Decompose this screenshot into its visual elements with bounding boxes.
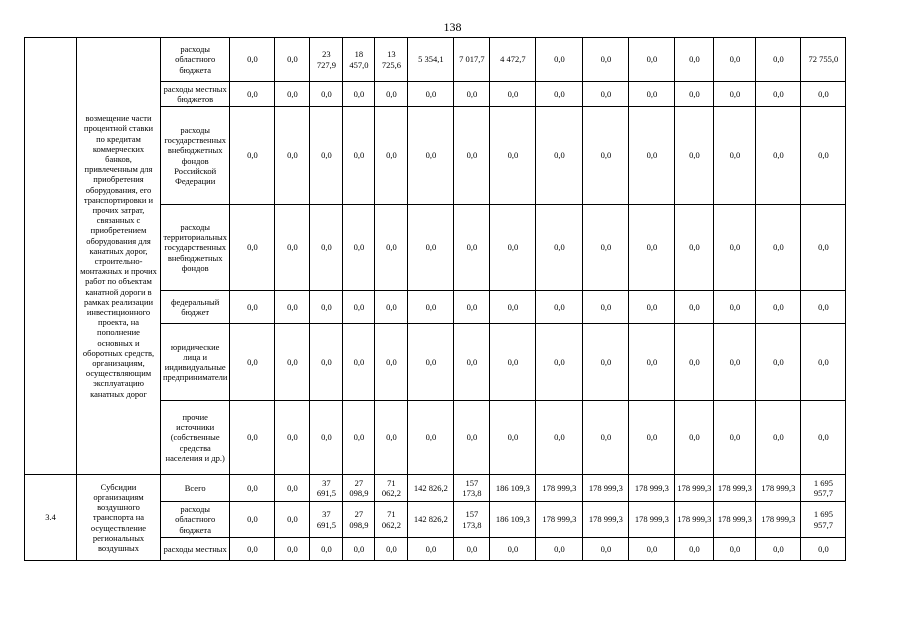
value-cell: 37 691,5 bbox=[310, 475, 343, 502]
funding-source: расходы местных бюджетов bbox=[161, 82, 230, 107]
value-cell: 1 695 957,7 bbox=[801, 475, 846, 502]
value-cell: 0,0 bbox=[275, 475, 310, 502]
value-cell: 0,0 bbox=[343, 401, 375, 475]
value-cell: 23 727,9 bbox=[310, 38, 343, 82]
value-cell: 0,0 bbox=[583, 324, 629, 401]
value-cell: 0,0 bbox=[408, 538, 454, 561]
value-cell: 0,0 bbox=[454, 107, 490, 205]
value-cell: 0,0 bbox=[629, 324, 675, 401]
value-cell: 0,0 bbox=[310, 538, 343, 561]
value-cell: 0,0 bbox=[408, 401, 454, 475]
value-cell: 0,0 bbox=[536, 82, 583, 107]
value-cell: 0,0 bbox=[801, 538, 846, 561]
value-cell: 1 695 957,7 bbox=[801, 502, 846, 538]
value-cell: 0,0 bbox=[756, 401, 801, 475]
table-body bbox=[25, 38, 846, 561]
value-cell: 0,0 bbox=[230, 107, 275, 205]
value-cell: 0,0 bbox=[230, 38, 275, 82]
value-cell: 0,0 bbox=[310, 107, 343, 205]
value-cell: 0,0 bbox=[310, 205, 343, 291]
value-cell: 0,0 bbox=[675, 291, 714, 324]
value-cell: 0,0 bbox=[714, 82, 756, 107]
value-cell: 0,0 bbox=[714, 205, 756, 291]
value-cell: 0,0 bbox=[756, 38, 801, 82]
value-cell: 0,0 bbox=[490, 538, 536, 561]
value-cell: 0,0 bbox=[275, 107, 310, 205]
value-cell: 0,0 bbox=[536, 107, 583, 205]
value-cell: 27 098,9 bbox=[343, 475, 375, 502]
value-cell: 0,0 bbox=[801, 401, 846, 475]
value-cell: 0,0 bbox=[490, 205, 536, 291]
funding-source: Всего bbox=[161, 475, 230, 502]
value-cell: 5 354,1 bbox=[408, 38, 454, 82]
value-cell: 0,0 bbox=[583, 205, 629, 291]
value-cell: 0,0 bbox=[230, 82, 275, 107]
item-number-cell bbox=[25, 38, 77, 475]
value-cell: 0,0 bbox=[343, 538, 375, 561]
value-cell: 0,0 bbox=[801, 205, 846, 291]
value-cell: 178 999,3 bbox=[714, 475, 756, 502]
value-cell: 157 173,8 bbox=[454, 502, 490, 538]
value-cell: 13 725,6 bbox=[375, 38, 408, 82]
value-cell: 0,0 bbox=[310, 82, 343, 107]
value-cell: 178 999,3 bbox=[675, 475, 714, 502]
value-cell: 0,0 bbox=[675, 324, 714, 401]
value-cell: 0,0 bbox=[583, 82, 629, 107]
value-cell: 0,0 bbox=[490, 401, 536, 475]
value-cell: 0,0 bbox=[801, 324, 846, 401]
value-cell: 178 999,3 bbox=[629, 475, 675, 502]
value-cell: 0,0 bbox=[536, 291, 583, 324]
value-cell: 0,0 bbox=[675, 538, 714, 561]
value-cell: 0,0 bbox=[230, 401, 275, 475]
value-cell: 0,0 bbox=[629, 401, 675, 475]
value-cell: 0,0 bbox=[756, 107, 801, 205]
value-cell: 0,0 bbox=[310, 324, 343, 401]
value-cell: 0,0 bbox=[583, 38, 629, 82]
value-cell: 0,0 bbox=[675, 401, 714, 475]
value-cell: 0,0 bbox=[536, 401, 583, 475]
value-cell: 0,0 bbox=[230, 324, 275, 401]
value-cell: 0,0 bbox=[230, 475, 275, 502]
value-cell: 186 109,3 bbox=[490, 475, 536, 502]
value-cell: 0,0 bbox=[454, 205, 490, 291]
value-cell: 0,0 bbox=[275, 324, 310, 401]
value-cell: 0,0 bbox=[310, 291, 343, 324]
value-cell: 0,0 bbox=[230, 205, 275, 291]
value-cell: 178 999,3 bbox=[583, 475, 629, 502]
funding-source: прочие источники (собственные средства населения и др.) bbox=[161, 401, 230, 475]
value-cell: 178 999,3 bbox=[675, 502, 714, 538]
page-number: 138 bbox=[443, 20, 462, 34]
funding-source: расходы местных bbox=[161, 538, 230, 561]
value-cell: 0,0 bbox=[343, 82, 375, 107]
value-cell: 0,0 bbox=[629, 38, 675, 82]
value-cell: 0,0 bbox=[714, 401, 756, 475]
value-cell: 4 472,7 bbox=[490, 38, 536, 82]
item-number: 3.4 bbox=[25, 475, 77, 561]
value-cell: 0,0 bbox=[583, 107, 629, 205]
value-cell: 0,0 bbox=[375, 107, 408, 205]
value-cell: 18 457,0 bbox=[343, 38, 375, 82]
value-cell: 0,0 bbox=[230, 502, 275, 538]
value-cell: 0,0 bbox=[629, 205, 675, 291]
value-cell: 0,0 bbox=[408, 82, 454, 107]
value-cell: 0,0 bbox=[375, 291, 408, 324]
funding-source: расходы государственных внебюджетных фондов Российской Федерации bbox=[161, 107, 230, 205]
value-cell: 0,0 bbox=[756, 324, 801, 401]
value-cell: 178 999,3 bbox=[756, 502, 801, 538]
value-cell: 0,0 bbox=[454, 291, 490, 324]
measure-name: Субсидии организациям воздушного транспорта на осуществление региональных воздушных bbox=[77, 475, 161, 561]
value-cell: 0,0 bbox=[343, 291, 375, 324]
funding-source: юридические лица и индивидуальные предприниматели bbox=[161, 324, 230, 401]
value-cell: 27 098,9 bbox=[343, 502, 375, 538]
value-cell: 0,0 bbox=[343, 107, 375, 205]
value-cell: 0,0 bbox=[756, 538, 801, 561]
value-cell: 0,0 bbox=[310, 401, 343, 475]
value-cell: 0,0 bbox=[756, 291, 801, 324]
value-cell: 0,0 bbox=[375, 324, 408, 401]
value-cell: 0,0 bbox=[230, 538, 275, 561]
value-cell: 0,0 bbox=[454, 82, 490, 107]
value-cell: 0,0 bbox=[454, 538, 490, 561]
value-cell: 0,0 bbox=[714, 107, 756, 205]
value-cell: 0,0 bbox=[583, 291, 629, 324]
value-cell: 72 755,0 bbox=[801, 38, 846, 82]
value-cell: 0,0 bbox=[454, 324, 490, 401]
value-cell: 0,0 bbox=[375, 205, 408, 291]
measure-name: возмещение части процентной ставки по кредитам коммерческих банков, привлеченным для приобретения оборудования, его транспортировки и прочих затрат, связанных с приобретением оборудования для канатных дорог, строительно-монтажных и прочих работ по объектам канатной дороги в рамках реализации инвестиционного проекта, на пополнение основных и оборотных средств, организациям, осуществляющим эксплуатацию канатных дорог bbox=[77, 38, 161, 475]
value-cell: 0,0 bbox=[714, 38, 756, 82]
value-cell: 0,0 bbox=[490, 82, 536, 107]
table-row bbox=[25, 38, 846, 82]
value-cell: 178 999,3 bbox=[536, 502, 583, 538]
value-cell: 71 062,2 bbox=[375, 502, 408, 538]
value-cell: 0,0 bbox=[675, 38, 714, 82]
value-cell: 186 109,3 bbox=[490, 502, 536, 538]
value-cell: 0,0 bbox=[375, 82, 408, 107]
funding-source: федеральный бюджет bbox=[161, 291, 230, 324]
value-cell: 0,0 bbox=[275, 401, 310, 475]
value-cell: 0,0 bbox=[275, 82, 310, 107]
value-cell: 71 062,2 bbox=[375, 475, 408, 502]
value-cell: 0,0 bbox=[490, 291, 536, 324]
funding-source: расходы областного бюджета bbox=[161, 502, 230, 538]
value-cell: 0,0 bbox=[629, 538, 675, 561]
value-cell: 0,0 bbox=[801, 82, 846, 107]
value-cell: 178 999,3 bbox=[714, 502, 756, 538]
funding-source: расходы территориальных государственных внебюджетных фондов bbox=[161, 205, 230, 291]
value-cell: 0,0 bbox=[230, 291, 275, 324]
value-cell: 0,0 bbox=[756, 205, 801, 291]
value-cell: 157 173,8 bbox=[454, 475, 490, 502]
budget-table bbox=[24, 37, 846, 561]
value-cell: 7 017,7 bbox=[454, 38, 490, 82]
value-cell: 0,0 bbox=[408, 107, 454, 205]
value-cell: 0,0 bbox=[490, 107, 536, 205]
value-cell: 0,0 bbox=[583, 538, 629, 561]
value-cell: 0,0 bbox=[454, 401, 490, 475]
value-cell: 142 826,2 bbox=[408, 475, 454, 502]
value-cell: 0,0 bbox=[375, 538, 408, 561]
value-cell: 0,0 bbox=[343, 205, 375, 291]
value-cell: 0,0 bbox=[675, 205, 714, 291]
value-cell: 0,0 bbox=[536, 324, 583, 401]
value-cell: 0,0 bbox=[408, 324, 454, 401]
value-cell: 0,0 bbox=[675, 82, 714, 107]
funding-source: расходы областного бюджета bbox=[161, 38, 230, 82]
value-cell: 0,0 bbox=[275, 38, 310, 82]
value-cell: 0,0 bbox=[629, 82, 675, 107]
value-cell: 0,0 bbox=[675, 107, 714, 205]
value-cell: 0,0 bbox=[801, 291, 846, 324]
value-cell: 0,0 bbox=[408, 291, 454, 324]
value-cell: 0,0 bbox=[714, 538, 756, 561]
value-cell: 0,0 bbox=[801, 107, 846, 205]
value-cell: 142 826,2 bbox=[408, 502, 454, 538]
value-cell: 178 999,3 bbox=[583, 502, 629, 538]
table-row bbox=[25, 475, 846, 502]
value-cell: 0,0 bbox=[756, 82, 801, 107]
value-cell: 0,0 bbox=[536, 538, 583, 561]
value-cell: 0,0 bbox=[343, 324, 375, 401]
value-cell: 0,0 bbox=[629, 107, 675, 205]
value-cell: 0,0 bbox=[583, 401, 629, 475]
value-cell: 0,0 bbox=[629, 291, 675, 324]
value-cell: 0,0 bbox=[714, 291, 756, 324]
value-cell: 178 999,3 bbox=[629, 502, 675, 538]
value-cell: 0,0 bbox=[275, 205, 310, 291]
value-cell: 0,0 bbox=[714, 324, 756, 401]
value-cell: 178 999,3 bbox=[536, 475, 583, 502]
value-cell: 0,0 bbox=[275, 502, 310, 538]
value-cell: 0,0 bbox=[536, 38, 583, 82]
value-cell: 37 691,5 bbox=[310, 502, 343, 538]
value-cell: 0,0 bbox=[536, 205, 583, 291]
value-cell: 0,0 bbox=[275, 291, 310, 324]
value-cell: 0,0 bbox=[275, 538, 310, 561]
value-cell: 178 999,3 bbox=[756, 475, 801, 502]
value-cell: 0,0 bbox=[490, 324, 536, 401]
value-cell: 0,0 bbox=[375, 401, 408, 475]
value-cell: 0,0 bbox=[408, 205, 454, 291]
